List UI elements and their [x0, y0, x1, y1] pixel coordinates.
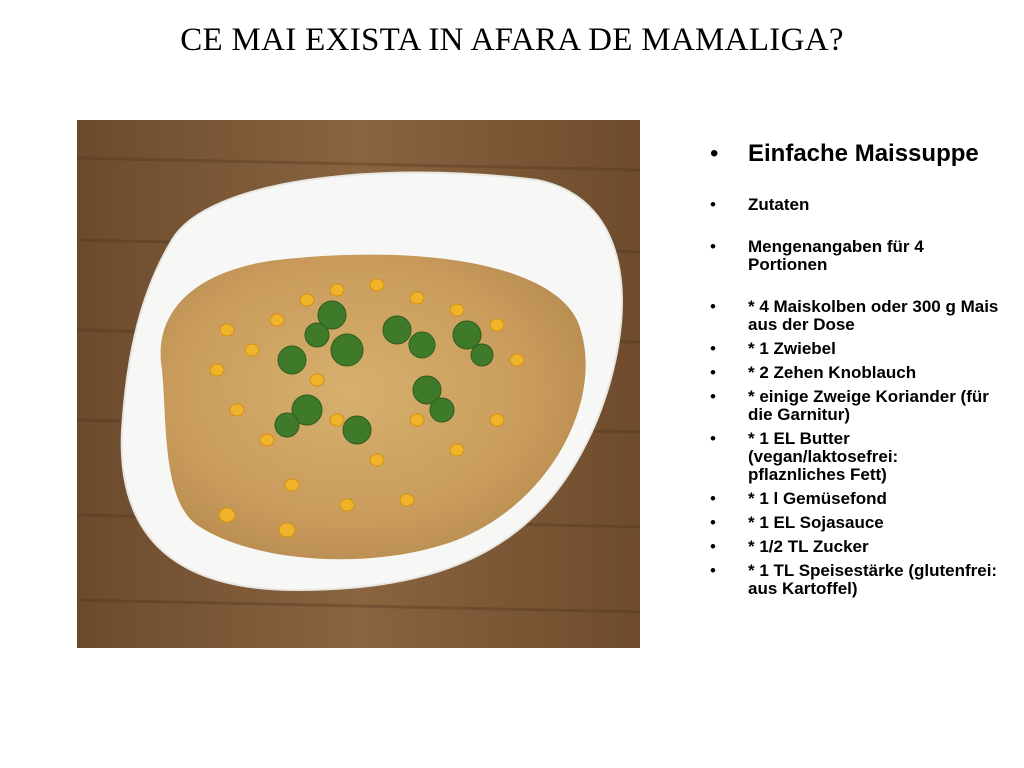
ingredient-item: • * 1 Zwiebel — [710, 340, 1000, 358]
ingredient-item: • * 1 EL Sojasauce — [710, 514, 1000, 532]
ingredient-item: • * einige Zweige Koriander (für die Garnitur) — [710, 388, 1000, 424]
ingredient-item: • * 4 Maiskolben oder 300 g Mais aus der Dose — [710, 298, 1000, 334]
ingredient-item: • * 1 EL Butter (vegan/laktosefrei: pflaznliches Fett) — [710, 430, 1000, 484]
recipe-list — [710, 140, 1000, 604]
servings: • Mengenangaben für 4 Portionen — [710, 238, 1000, 274]
ingredient-item: • * 1 l Gemüsefond — [710, 490, 1000, 508]
ingredient-item: • * 1/2 TL Zucker — [710, 538, 1000, 556]
recipe-name: • Einfache Maissuppe — [710, 140, 1000, 168]
ingredient-item: • * 2 Zehen Knoblauch — [710, 364, 1000, 382]
soup-photo — [77, 120, 640, 648]
slide-title: CE MAI EXISTA IN AFARA DE MAMALIGA? — [180, 22, 844, 58]
ingredients-label: • Zutaten — [710, 196, 1000, 214]
ingredient-item: • * 1 TL Speisestärke (glutenfrei: aus Kartoffel) — [710, 562, 1000, 598]
